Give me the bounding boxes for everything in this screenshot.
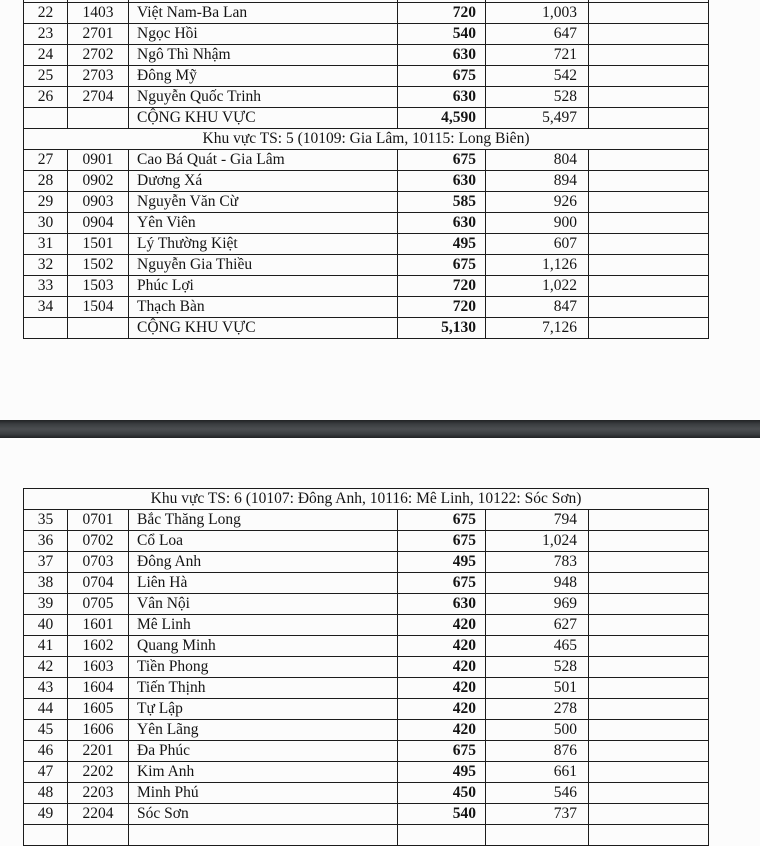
school-code-cell: 1603 — [68, 657, 129, 678]
table-row — [24, 678, 709, 699]
registered-cell: 647 — [486, 24, 589, 45]
school-code-cell: 1504 — [68, 297, 129, 318]
table-row — [24, 741, 709, 762]
row-number-cell: 22 — [24, 3, 68, 24]
row-number-cell: 26 — [24, 87, 68, 108]
registered-cell: 894 — [486, 171, 589, 192]
school-name-cell: Vân Nội — [129, 594, 398, 615]
school-name-cell: Đông Anh — [129, 552, 398, 573]
quota-cell: 630 — [398, 45, 486, 66]
total-label-cell: CỘNG KHU VỰC — [129, 108, 398, 129]
registered-cell: 876 — [486, 741, 589, 762]
empty-cell — [589, 636, 709, 657]
school-name-cell: Thạch Bàn — [129, 297, 398, 318]
registered-cell: 721 — [486, 45, 589, 66]
school-code-cell: 1502 — [68, 255, 129, 276]
row-number-cell: 25 — [24, 66, 68, 87]
quota-cell: 675 — [398, 741, 486, 762]
row-number-cell: 29 — [24, 192, 68, 213]
school-name-cell: Cao Bá Quát - Gia Lâm — [129, 150, 398, 171]
school-name-cell: Kim Anh — [129, 762, 398, 783]
row-number-cell: 27 — [24, 150, 68, 171]
row-number-cell: 33 — [24, 276, 68, 297]
row-number-cell — [24, 318, 68, 339]
school-name-cell: Tiền Phong — [129, 657, 398, 678]
school-code-cell: 0703 — [68, 552, 129, 573]
school-code-cell: 1601 — [68, 615, 129, 636]
row-number-cell: 39 — [24, 594, 68, 615]
quota-cell: 630 — [398, 213, 486, 234]
school-code-cell: 1602 — [68, 636, 129, 657]
quota-cell: 540 — [398, 804, 486, 825]
table-row — [24, 552, 709, 573]
school-code-cell: 1503 — [68, 276, 129, 297]
school-code-cell: 1403 — [68, 3, 129, 24]
empty-cell — [589, 594, 709, 615]
row-number-cell: 42 — [24, 657, 68, 678]
table-row — [24, 636, 709, 657]
empty-cell — [589, 255, 709, 276]
registered-cell: 737 — [486, 804, 589, 825]
table-row — [24, 594, 709, 615]
registered-cell: 969 — [486, 594, 589, 615]
table-row — [24, 615, 709, 636]
registered-cell: 804 — [486, 150, 589, 171]
row-number-cell: 46 — [24, 741, 68, 762]
row-number-cell: 43 — [24, 678, 68, 699]
quota-cell: 420 — [398, 720, 486, 741]
quota-cell: 720 — [398, 3, 486, 24]
total-label-cell: CỘNG KHU VỰC — [129, 318, 398, 339]
school-code-cell: 2202 — [68, 762, 129, 783]
school-code-cell: 2703 — [68, 66, 129, 87]
school-name-cell: Tiến Thịnh — [129, 678, 398, 699]
table-row — [24, 213, 709, 234]
table-row — [24, 45, 709, 66]
empty-cell — [589, 783, 709, 804]
school-name-cell: Minh Phú — [129, 783, 398, 804]
table-row — [24, 87, 709, 108]
total-row — [24, 108, 709, 129]
empty-cell — [589, 24, 709, 45]
registered-cell: 5,497 — [486, 108, 589, 129]
empty-cell — [68, 825, 129, 846]
empty-cell — [24, 825, 68, 846]
school-code-cell: 0704 — [68, 573, 129, 594]
section-header-cell: Khu vực TS: 5 (10109: Gia Lâm, 10115: Long Biên) — [24, 129, 709, 150]
school-name-cell: Phúc Lợi — [129, 276, 398, 297]
registered-cell: 1,003 — [486, 3, 589, 24]
row-number-cell: 32 — [24, 255, 68, 276]
row-number-cell: 36 — [24, 531, 68, 552]
registered-cell: 528 — [486, 87, 589, 108]
school-name-cell: Việt Nam-Ba Lan — [129, 3, 398, 24]
table-row — [24, 255, 709, 276]
table-row — [24, 573, 709, 594]
row-number-cell: 41 — [24, 636, 68, 657]
registered-cell: 627 — [486, 615, 589, 636]
admission-table-page-2 — [23, 488, 709, 846]
school-name-cell: Ngô Thì Nhậm — [129, 45, 398, 66]
school-code-cell: 0705 — [68, 594, 129, 615]
row-number-cell: 24 — [24, 45, 68, 66]
table-row — [24, 3, 709, 24]
registered-cell: 542 — [486, 66, 589, 87]
quota-cell: 420 — [398, 636, 486, 657]
empty-cell — [589, 510, 709, 531]
school-code-cell: 2702 — [68, 45, 129, 66]
admission-table-page-1 — [23, 0, 709, 339]
table-row — [24, 66, 709, 87]
quota-cell: 675 — [398, 255, 486, 276]
quota-cell: 540 — [398, 24, 486, 45]
quota-cell: 675 — [398, 531, 486, 552]
table-row — [24, 150, 709, 171]
school-code-cell: 0901 — [68, 150, 129, 171]
school-code-cell — [68, 318, 129, 339]
table-row — [24, 657, 709, 678]
row-number-cell: 35 — [24, 510, 68, 531]
empty-cell — [589, 825, 709, 846]
empty-cell — [398, 825, 486, 846]
empty-cell — [589, 297, 709, 318]
empty-cell — [129, 825, 398, 846]
row-number-cell: 37 — [24, 552, 68, 573]
table-row — [24, 762, 709, 783]
school-code-cell: 2204 — [68, 804, 129, 825]
empty-cell — [589, 66, 709, 87]
school-name-cell: Yên Viên — [129, 213, 398, 234]
table-row — [24, 234, 709, 255]
quota-cell: 720 — [398, 297, 486, 318]
quota-cell: 495 — [398, 234, 486, 255]
school-name-cell: Liên Hà — [129, 573, 398, 594]
school-name-cell: Yên Lãng — [129, 720, 398, 741]
school-name-cell: Tự Lập — [129, 699, 398, 720]
registered-cell: 500 — [486, 720, 589, 741]
table-row — [24, 171, 709, 192]
empty-cell — [589, 150, 709, 171]
quota-cell: 630 — [398, 171, 486, 192]
empty-cell — [589, 657, 709, 678]
quota-cell: 420 — [398, 657, 486, 678]
registered-cell: 1,022 — [486, 276, 589, 297]
school-code-cell: 2701 — [68, 24, 129, 45]
school-name-cell: Sóc Sơn — [129, 804, 398, 825]
school-name-cell: Đông Mỹ — [129, 66, 398, 87]
row-number-cell: 44 — [24, 699, 68, 720]
registered-cell: 794 — [486, 510, 589, 531]
school-name-cell: Đa Phúc — [129, 741, 398, 762]
row-number-cell: 31 — [24, 234, 68, 255]
document-page-1 — [23, 0, 709, 339]
quota-cell: 5,130 — [398, 318, 486, 339]
school-code-cell: 2201 — [68, 741, 129, 762]
empty-cell — [486, 825, 589, 846]
school-name-cell: Bắc Thăng Long — [129, 510, 398, 531]
row-number-cell: 34 — [24, 297, 68, 318]
section-header-row — [24, 129, 709, 150]
empty-cell — [589, 720, 709, 741]
row-number-cell: 28 — [24, 171, 68, 192]
empty-cell — [589, 678, 709, 699]
registered-cell: 1,024 — [486, 531, 589, 552]
school-code-cell: 1606 — [68, 720, 129, 741]
school-name-cell: Cổ Loa — [129, 531, 398, 552]
empty-cell — [589, 234, 709, 255]
school-code-cell: 1604 — [68, 678, 129, 699]
empty-cell — [589, 213, 709, 234]
empty-cell — [589, 741, 709, 762]
row-number-cell: 47 — [24, 762, 68, 783]
registered-cell: 607 — [486, 234, 589, 255]
quota-cell: 675 — [398, 66, 486, 87]
row-number-cell: 38 — [24, 573, 68, 594]
quota-cell: 495 — [398, 762, 486, 783]
empty-cell — [589, 276, 709, 297]
row-number-cell: 48 — [24, 783, 68, 804]
school-name-cell: Lý Thường Kiệt — [129, 234, 398, 255]
registered-cell: 661 — [486, 762, 589, 783]
school-code-cell: 0903 — [68, 192, 129, 213]
table-row — [24, 699, 709, 720]
row-number-cell — [24, 108, 68, 129]
registered-cell: 465 — [486, 636, 589, 657]
registered-cell: 528 — [486, 657, 589, 678]
quota-cell: 630 — [398, 594, 486, 615]
school-code-cell — [68, 108, 129, 129]
empty-cell — [589, 762, 709, 783]
school-name-cell: Quang Minh — [129, 636, 398, 657]
row-number-cell: 49 — [24, 804, 68, 825]
empty-cell — [589, 699, 709, 720]
school-name-cell: Nguyễn Gia Thiều — [129, 255, 398, 276]
row-number-cell: 30 — [24, 213, 68, 234]
empty-cell — [589, 804, 709, 825]
partial-row — [24, 825, 709, 846]
registered-cell: 948 — [486, 573, 589, 594]
registered-cell: 783 — [486, 552, 589, 573]
quota-cell: 675 — [398, 573, 486, 594]
quota-cell: 675 — [398, 510, 486, 531]
table-row — [24, 783, 709, 804]
school-name-cell: Nguyễn Văn Cừ — [129, 192, 398, 213]
school-code-cell: 0904 — [68, 213, 129, 234]
empty-cell — [589, 108, 709, 129]
registered-cell: 900 — [486, 213, 589, 234]
empty-cell — [589, 615, 709, 636]
table-row — [24, 297, 709, 318]
school-code-cell: 0702 — [68, 531, 129, 552]
row-number-cell: 40 — [24, 615, 68, 636]
registered-cell: 847 — [486, 297, 589, 318]
empty-cell — [589, 87, 709, 108]
empty-cell — [589, 552, 709, 573]
page-separator-bar — [0, 420, 760, 438]
quota-cell: 420 — [398, 615, 486, 636]
table-row — [24, 531, 709, 552]
empty-cell — [589, 573, 709, 594]
empty-cell — [589, 45, 709, 66]
school-name-cell: Mê Linh — [129, 615, 398, 636]
section-header-cell: Khu vực TS: 6 (10107: Đông Anh, 10116: Mê Linh, 10122: Sóc Sơn) — [24, 489, 709, 510]
school-code-cell: 2203 — [68, 783, 129, 804]
quota-cell: 495 — [398, 552, 486, 573]
quota-cell: 630 — [398, 87, 486, 108]
registered-cell: 7,126 — [486, 318, 589, 339]
table-row — [24, 720, 709, 741]
quota-cell: 420 — [398, 678, 486, 699]
registered-cell: 278 — [486, 699, 589, 720]
table-row — [24, 804, 709, 825]
registered-cell: 501 — [486, 678, 589, 699]
school-code-cell: 0902 — [68, 171, 129, 192]
registered-cell: 546 — [486, 783, 589, 804]
section-header-row — [24, 489, 709, 510]
quota-cell: 450 — [398, 783, 486, 804]
quota-cell: 420 — [398, 699, 486, 720]
empty-cell — [589, 531, 709, 552]
table-row — [24, 192, 709, 213]
table-row — [24, 24, 709, 45]
registered-cell: 926 — [486, 192, 589, 213]
empty-cell — [589, 3, 709, 24]
school-name-cell: Nguyễn Quốc Trinh — [129, 87, 398, 108]
total-row — [24, 318, 709, 339]
registered-cell: 1,126 — [486, 255, 589, 276]
row-number-cell: 23 — [24, 24, 68, 45]
table-row — [24, 276, 709, 297]
school-code-cell: 1605 — [68, 699, 129, 720]
school-code-cell: 0701 — [68, 510, 129, 531]
document-page-2 — [23, 488, 709, 846]
empty-cell — [589, 192, 709, 213]
empty-cell — [589, 171, 709, 192]
school-name-cell: Ngọc Hồi — [129, 24, 398, 45]
school-code-cell: 2704 — [68, 87, 129, 108]
quota-cell: 585 — [398, 192, 486, 213]
row-number-cell: 45 — [24, 720, 68, 741]
empty-cell — [589, 318, 709, 339]
school-code-cell: 1501 — [68, 234, 129, 255]
school-name-cell: Dương Xá — [129, 171, 398, 192]
quota-cell: 675 — [398, 150, 486, 171]
table-row — [24, 510, 709, 531]
quota-cell: 4,590 — [398, 108, 486, 129]
quota-cell: 720 — [398, 276, 486, 297]
